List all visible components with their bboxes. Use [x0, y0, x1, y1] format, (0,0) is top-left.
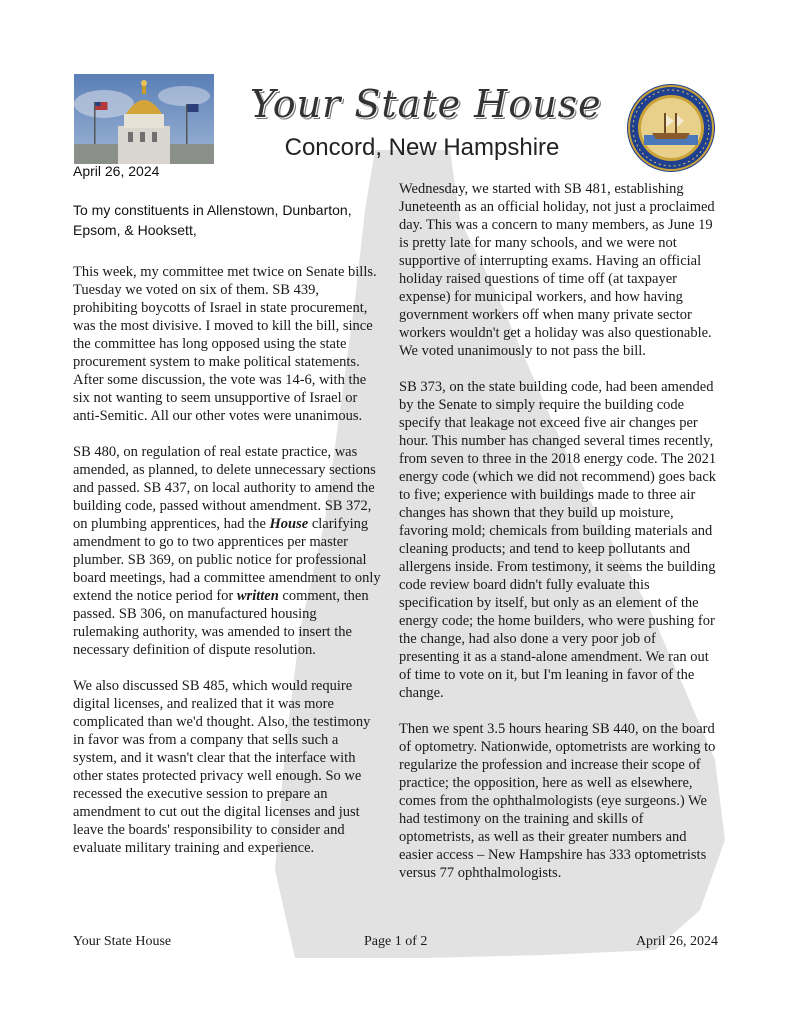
right-column: [399, 180, 717, 900]
masthead-subtitle: Concord, New Hampshire: [284, 134, 560, 161]
left-column: [73, 263, 383, 875]
emphasis-text: written: [236, 588, 279, 604]
masthead-title: Your State House: [250, 82, 602, 126]
paragraph-text: This week, my committee met twice on Senate bills. Tuesday we voted on six of them. SB 439, prohibiting boycotts of Israel in state procurement, was the most divisive. I moved to kill the bill, since the committee has long opposed using the state procurement system to make political statements. After some discussion, the vote was 14-6, with the six not wanting to seem unsupportive of Israel or anti-Semitic. All our other votes were unanimous.: [73, 264, 377, 424]
paragraph-text: We also discussed SB 485, which would require digital licenses, and realized that it was more complicated than we'd thought. Also, the testimony in favor was from a company that sells such a system, and it wasn't clear that the interface with other states protected privacy well enough. So we recessed the executive session to prepare an amendment to cut out the digital licenses and just leave the boards' responsibility to consider and evaluate military training and experience.: [73, 678, 371, 856]
paragraph-text: SB 373, on the state building code, had been amended by the Senate to simply require the building code specify that leakage not exceed five air changes per hour. This number has changed several times recently, from seven to three in the 2018 energy code. The 2021 energy code (which we did not recommend) goes back to five; experience with buildings made to three air changes has shown that they build up moisture, favoring mold; chemicals from building materials and cleaning products; and tend to keep pollutants and allergens inside. From testimony, it seems the building code review board didn't fully evaluate this specification by itself, but only as an element of the energy code; the home builders, who were pushing for the change, had also done a very poor job of presenting it as a stand-alone amendment. We ran out of time to vote on it, but I'm leaning in favor of the change.: [399, 379, 717, 701]
article-paragraph: [73, 263, 383, 425]
article-paragraph: [399, 378, 717, 702]
letter-date: April 26, 2024: [73, 163, 160, 179]
paragraph-text: comment, then passed. SB 306, on manufactured housing rulemaking authority, was amended to insert the necessary definition of dispute resolution.: [73, 588, 369, 658]
footer-date: April 26, 2024: [635, 934, 718, 949]
paragraph-text: Wednesday, we started with SB 481, establishing Juneteenth as an official holiday, not just a proclaimed day. This was a concern to many members, as June 19 is pretty late for many schools, and we were not supportive of interrupting exams. Having an official holiday raised questions of time off (at taxpayer expense) for municipal workers, and how having government workers off when many private sector workers wouldn't get a holiday was also questionable. We voted unanimously to not pass the bill.: [399, 181, 715, 359]
footer-page-number: Page 1 of 2: [364, 934, 428, 949]
footer-publication: Your State House: [73, 934, 172, 949]
paragraph-text: Then we spent 3.5 hours hearing SB 440, on the board of optometry. Nationwide, optometrists are working to regularize the profession and increase their scope of practice; the opposition, here as well as elsewhere, comes from the ophthalmologists (eye surgeons.) We had testimony on the training and skills of optometrists, as well as their greater numbers and easier access – New Hampshire has 333 optometrists versus 77 ophthalmologists.: [399, 721, 716, 881]
article-paragraph: [73, 443, 383, 659]
state-house-photo: [74, 74, 214, 164]
state-seal-icon: [626, 83, 716, 173]
paragraph-text: SB 480, on regulation of real estate practice, was amended, as planned, to delete unnecessary sections and passed. SB 437, on local authority to amend the building code, passed without amendment. SB 372, on plumbing apprentices, had the: [73, 444, 376, 532]
article-paragraph: [399, 720, 717, 882]
paragraph-text: clarifying amendment to go to two apprentices per master plumber. SB 369, on public notice for professional board meetings, had a committee amendment to only extend the notice period for: [73, 516, 381, 604]
salutation: To my constituents in Allenstown, Dunbarton, Epsom, & Hooksett,: [73, 202, 352, 238]
emphasis-text: House: [269, 516, 309, 532]
article-paragraph: [399, 180, 717, 360]
article-paragraph: [73, 677, 383, 857]
